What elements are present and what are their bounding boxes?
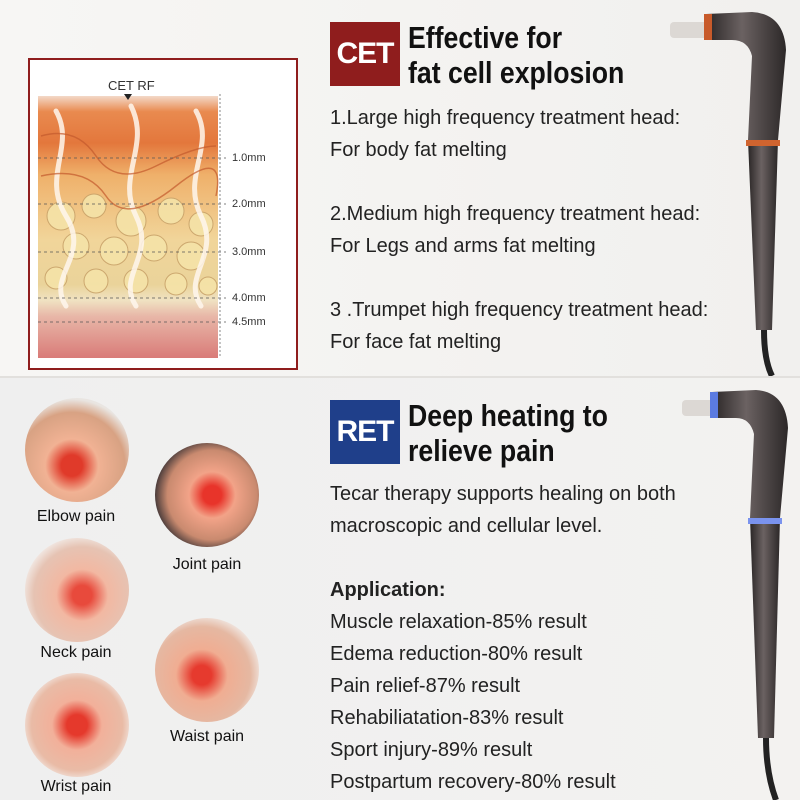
cet-item-title: 2.Medium high frequency treatment head: (330, 203, 701, 225)
depth-label: 4.5mm (232, 316, 266, 328)
cet-headline (408, 20, 624, 90)
cet-item-desc: For Legs and arms fat melting (330, 235, 596, 257)
application-item: Sport injury-89% result (330, 739, 533, 761)
cet-headline-line2: fat cell explosion (408, 55, 625, 90)
diagram-title: CET RF (108, 78, 155, 93)
ret-section (0, 378, 800, 800)
ret-headline-line2: relieve pain (408, 433, 555, 468)
cet-item-3 (330, 294, 708, 358)
waist-pain-image (155, 618, 259, 722)
ret-headline (408, 398, 608, 468)
application-heading: Application: (330, 579, 446, 601)
cet-item-desc: For face fat melting (330, 331, 502, 353)
ret-intro-line1: Tecar therapy supports healing on both (330, 483, 676, 505)
application-item: Postpartum recovery-80% result (330, 771, 616, 793)
application-item: Pain relief-87% result (330, 675, 521, 697)
application-item: Muscle relaxation-85% result (330, 611, 587, 633)
wrist-pain-label: Wrist pain (40, 778, 112, 795)
ret-intro-line2: macroscopic and cellular level. (330, 515, 603, 537)
elbow-pain-label: Elbow pain (36, 508, 116, 525)
waist-pain-label: Waist pain (169, 728, 245, 745)
depth-label: 4.0mm (232, 292, 266, 304)
cet-badge: CET (330, 22, 400, 86)
joint-pain-label: Joint pain (172, 556, 242, 573)
depth-label: 1.0mm (232, 152, 266, 164)
application-item: Rehabiliatation-83% result (330, 707, 564, 729)
cet-handpiece-image (660, 0, 800, 376)
ret-badge: RET (330, 400, 400, 464)
ret-headline-line1: Deep heating to (408, 398, 608, 433)
joint-pain-image (155, 443, 259, 547)
neck-pain-label: Neck pain (40, 644, 112, 661)
cet-headline-line1: Effective for (408, 20, 563, 55)
cet-item-desc: For body fat melting (330, 139, 507, 161)
wrist-pain-image (25, 673, 129, 777)
cet-section (0, 0, 800, 376)
cet-item-2 (330, 198, 700, 262)
depth-label: 3.0mm (232, 246, 266, 258)
application-item: Edema reduction-80% result (330, 643, 583, 665)
cet-rf-diagram (36, 66, 292, 364)
cet-item-1 (330, 102, 680, 166)
cet-item-title: 3 .Trumpet high frequency treatment head: (330, 299, 709, 321)
depth-label: 2.0mm (232, 198, 266, 210)
ret-applications (330, 574, 616, 798)
elbow-pain-image (25, 398, 129, 502)
cet-item-title: 1.Large high frequency treatment head: (330, 107, 681, 129)
neck-pain-image (25, 538, 129, 642)
ret-handpiece-image (660, 378, 800, 800)
ret-intro (330, 478, 676, 542)
